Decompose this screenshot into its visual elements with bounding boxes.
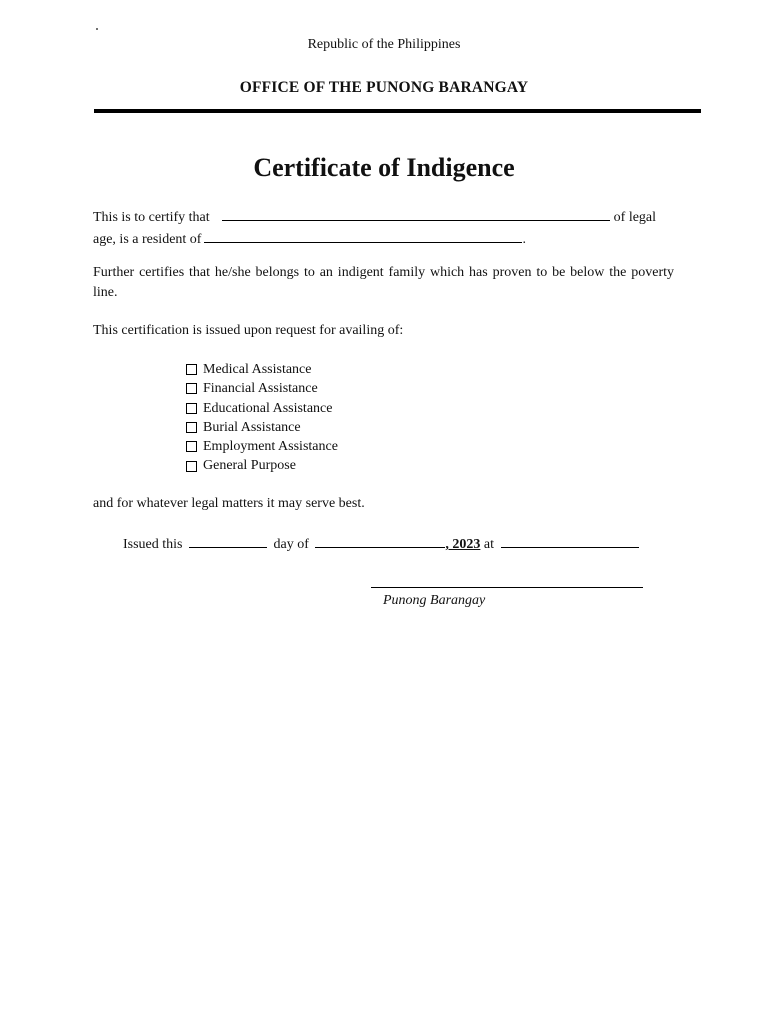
month-blank-field[interactable] <box>315 533 445 548</box>
certify-line-2 <box>93 228 674 250</box>
option-label: General Purpose <box>203 458 296 474</box>
resident-suffix: . <box>522 231 526 247</box>
checkbox-icon[interactable] <box>186 383 197 394</box>
legal-matters-paragraph: and for whatever legal matters it may serve best. <box>93 496 365 511</box>
day-of-label: day of <box>273 537 309 552</box>
option-item[interactable] <box>186 379 338 398</box>
option-item[interactable] <box>186 418 338 437</box>
certificate-title: Certificate of Indigence <box>253 153 515 182</box>
option-label: Educational Assistance <box>203 400 333 416</box>
place-blank-field[interactable] <box>501 533 639 548</box>
certify-prefix: This is to certify that <box>93 210 210 225</box>
checkbox-icon[interactable] <box>186 422 197 433</box>
signature-line[interactable] <box>371 587 643 588</box>
issued-prefix: Issued this <box>123 537 183 552</box>
option-item[interactable] <box>186 399 338 418</box>
day-blank-field[interactable] <box>189 533 267 548</box>
option-label: Medical Assistance <box>203 362 312 377</box>
resident-prefix: age, is a resident of <box>93 231 202 247</box>
assistance-options-list <box>186 360 338 476</box>
header-rule <box>94 109 701 113</box>
at-label: at <box>483 537 494 552</box>
republic-heading: Republic of the Philippines <box>307 37 461 52</box>
stray-mark <box>96 28 98 30</box>
checkbox-icon[interactable] <box>186 364 197 375</box>
option-item[interactable] <box>186 437 338 456</box>
poverty-paragraph: Further certifies that he/she belongs to an indigent family which has proven to be below the poverty line. <box>93 265 674 300</box>
name-blank-field[interactable] <box>222 206 610 221</box>
signature-label: Punong Barangay <box>383 593 486 608</box>
checkbox-icon[interactable] <box>186 461 197 472</box>
certify-suffix: of legal <box>613 210 657 225</box>
option-item[interactable] <box>186 456 338 475</box>
certify-paragraph <box>93 206 674 249</box>
option-label: Employment Assistance <box>203 439 338 455</box>
option-item[interactable] <box>186 360 338 379</box>
option-label: Financial Assistance <box>203 381 318 397</box>
issued-year: , 2023 <box>445 537 481 552</box>
checkbox-icon[interactable] <box>186 441 197 452</box>
certify-line-1 <box>93 206 674 228</box>
checkbox-icon[interactable] <box>186 403 197 414</box>
issued-line <box>123 533 639 554</box>
residence-blank-field[interactable] <box>204 228 522 243</box>
office-heading: OFFICE OF THE PUNONG BARANGAY <box>239 79 529 96</box>
request-paragraph: This certification is issued upon request for availing of: <box>93 323 404 338</box>
option-label: Burial Assistance <box>203 419 301 435</box>
